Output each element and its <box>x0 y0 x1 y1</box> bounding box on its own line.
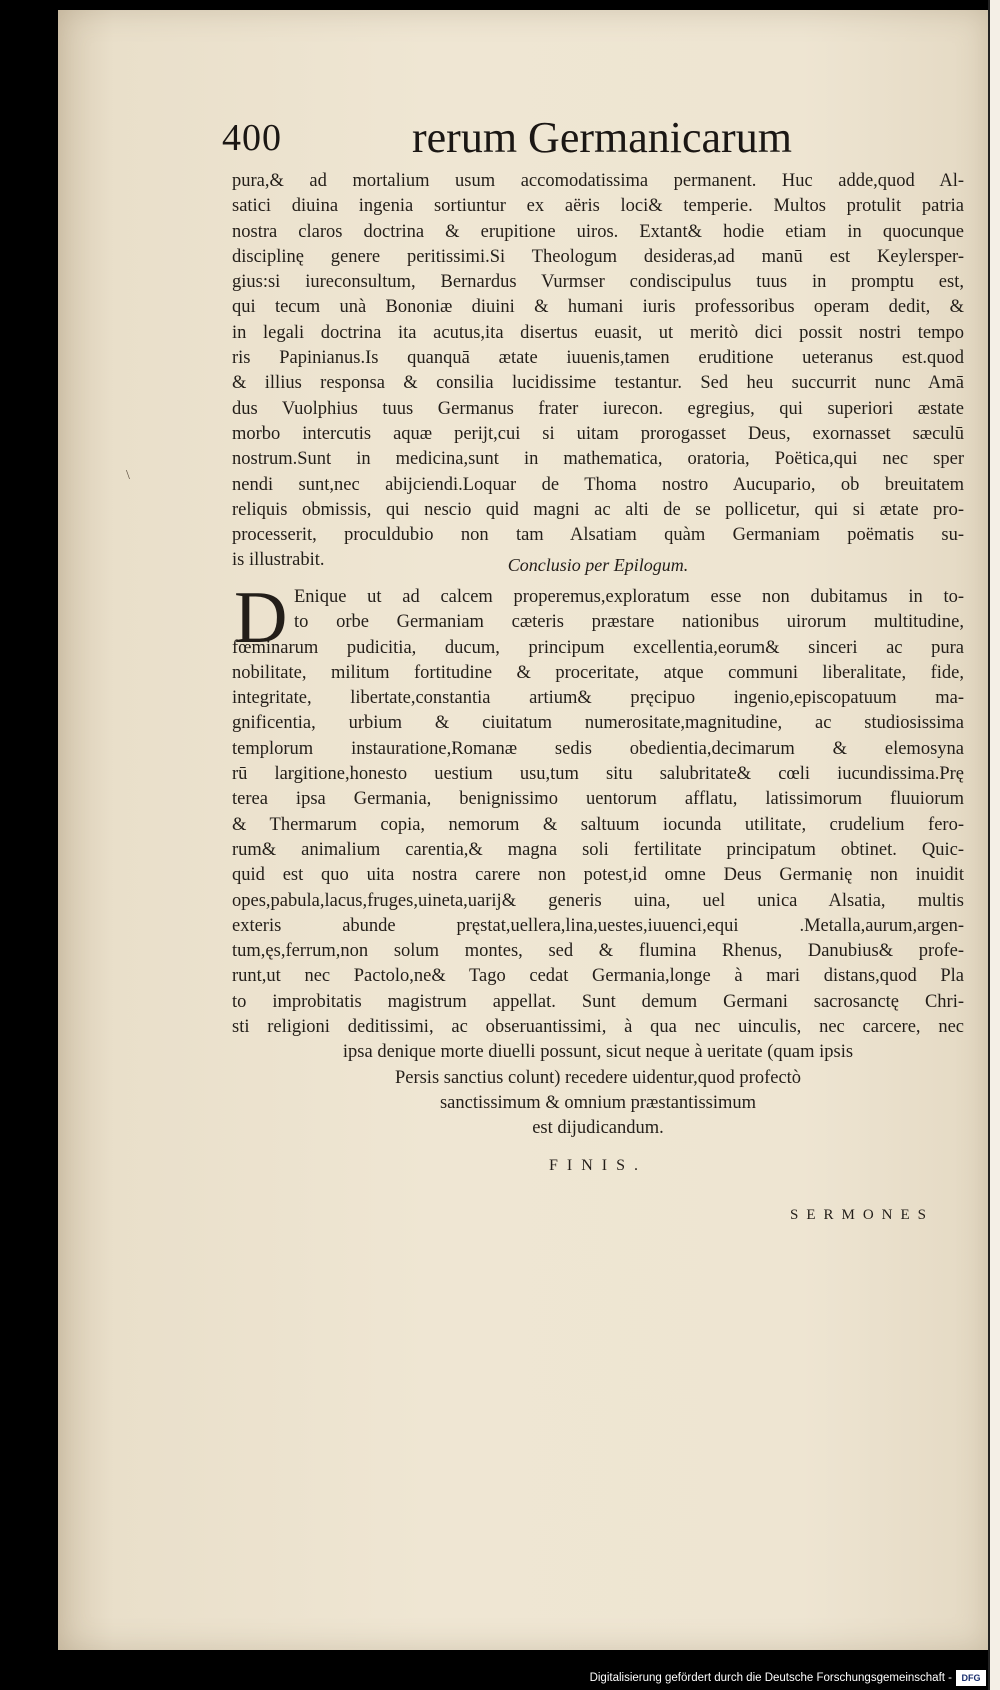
text-line: in legali doctrina ita acutus,ita disertus euasit, ut meritò dici possit nostri tempo <box>232 322 964 343</box>
page-edge-strip <box>988 0 1000 1690</box>
text-line: rum& animalium carentia,& magna soli fertilitate principatum obtinet. Quic- <box>232 839 964 860</box>
text-line: nostra claros doctrina & erupitione uiros. Extant& hodie etiam in quocunque <box>232 221 964 242</box>
text-line: morbo intercutis aquæ periјt,cui si uitam prorogasset Deus, exornasset sæculū <box>232 423 964 444</box>
text-line: Persis sanctius colunt) recedere uidentur,quod profectò <box>394 1067 802 1088</box>
margin-mark: \ <box>126 468 130 483</box>
text-line: est dijudicandum. <box>532 1118 664 1139</box>
text-line: sti religioni deditissimi, ac obseruantissimi, à qua nec uinculis, nec carcere, nec <box>232 1017 964 1038</box>
text-line: reliquis obmissis, qui nescio quid magni ac alti de se pollicetur, qui si ætate pro- <box>232 499 964 520</box>
text-line: templorum instauratione,Romanæ sedis obedientia,decimarum & elemosyna <box>232 738 964 759</box>
text-line: exteris abunde pręstat,uellera,lina,uestes,iuuenci,equi .Metalla,aurum,argen- <box>232 915 964 936</box>
text-line: terea ipsa Germania, benignissimo uentorum afflatu, latissimorum fluuiorum <box>232 789 964 810</box>
text-line: & illius responsa & consilia lucidissime testantur. Sed heu succurrit nunc Amā <box>232 373 964 394</box>
text-line: gius:si iureconsultum, Bernardus Vurmser condiscipulus tuus in promptu est, <box>232 272 964 293</box>
text-line: nendi sunt,nec abijciendi.Loquar de Thoma nostro Aucupario, ob breuitatem <box>232 474 964 495</box>
text-line: ris Papinianus.Is quanquā ætate iuuenis,tamen eruditione ueteranus est.quod <box>232 348 964 369</box>
text-line: & Thermarum copia, nemorum & saltuum iocunda utilitate, crudelium fero- <box>232 814 964 835</box>
running-title: rerum Germanicarum <box>412 113 792 162</box>
catchword: SERMONES <box>790 1207 935 1223</box>
text-line: gnificentia, urbium & ciuitatum numerositate,magnitudine, ac studiosissima <box>232 713 964 734</box>
finis-mark: FINIS. <box>548 1157 647 1174</box>
conclusion-text <box>232 585 964 1142</box>
text-line: qui tecum unà Bononiæ diuini & humani iuris professoribus operam dedit, & <box>232 297 964 318</box>
text-line: sanctissimum & omnium præstantissimum <box>439 1092 757 1113</box>
text-line: quid est quo uita nostra carere non potest,id omne Deus Germanię non inuidit <box>232 865 964 886</box>
text-line: fœminarum pudicitia, ducum, principum excellentia,eorum& sinceri ac pura <box>232 637 964 658</box>
body-text <box>232 169 964 574</box>
text-line: ipsa denique morte diuelli possunt, sicut neque à ueritate (quam ipsis <box>342 1042 854 1063</box>
text-line: pura,& ad mortalium usum accomodatissima permanent. Huc adde,quod Al- <box>232 171 964 191</box>
footer-credit: Digitalisierung gefördert durch die Deutsche Forschungsgemeinschaft - <box>589 1672 952 1684</box>
text-line: to improbitatis magistrum appellat. Sunt demum Germani sacrosanctę Chri- <box>232 991 964 1012</box>
text-line: is illustrabit. <box>232 550 325 571</box>
text-line: to orbe Germaniam cæteris præstare nationibus uirorum multitudine, <box>294 612 964 633</box>
page-number: 400 <box>222 117 282 159</box>
section-heading: Conclusio per Epilogum. <box>507 555 689 575</box>
text-line: tum,ęs,ferrum,non solum montes, sed & flumina Rhenus, Danubius& profe- <box>232 941 964 962</box>
text-line: processerit, proculdubio non tam Alsatiam quàm Germaniam poëmatis su- <box>232 525 964 546</box>
text-line: disciplinę genere peritissimi.Si Theologum desideras,ad manū est Keylersper- <box>232 246 964 267</box>
text-line: integritate, libertate,constantia artium& pręcipuo ingenio,episcopatuum ma- <box>232 688 964 709</box>
footer-bar <box>0 1650 988 1690</box>
dfg-logo-icon: DFG <box>956 1670 986 1686</box>
text-line: satici diuina ingenia sortiuntur ex aëris loci& temperie. Multos protulit patria <box>232 196 964 217</box>
text-line: opes,pabula,lacus,fruges,uineta,uarij& generis uina, uel unica Alsatia, multis <box>232 890 964 911</box>
drop-cap: D <box>234 577 288 659</box>
text-line: nobilitate, militum fortitudine & proceritate, atque communi liberalitate, fide, <box>232 662 964 683</box>
text-line: rū largitione,honesto uestium usu,tum situ salubritate& cœli iucundissima.Prę <box>232 764 964 785</box>
text-line: runt,ut nec Pactolo,ne& Tago cedat Germania,longe à mari distans,quod Pla <box>232 966 964 987</box>
text-line: dus Vuolphius tuus Germanus frater iurecon. egregius, qui superiori æstate <box>232 398 964 419</box>
text-line: Enique ut ad calcem properemus,exploratum esse non dubitamus in to- <box>294 587 964 607</box>
text-line: nostrum.Sunt in medicina,sunt in mathematica, oratoria, Poëtica,qui nec sper <box>232 449 964 470</box>
page-header <box>222 112 992 168</box>
